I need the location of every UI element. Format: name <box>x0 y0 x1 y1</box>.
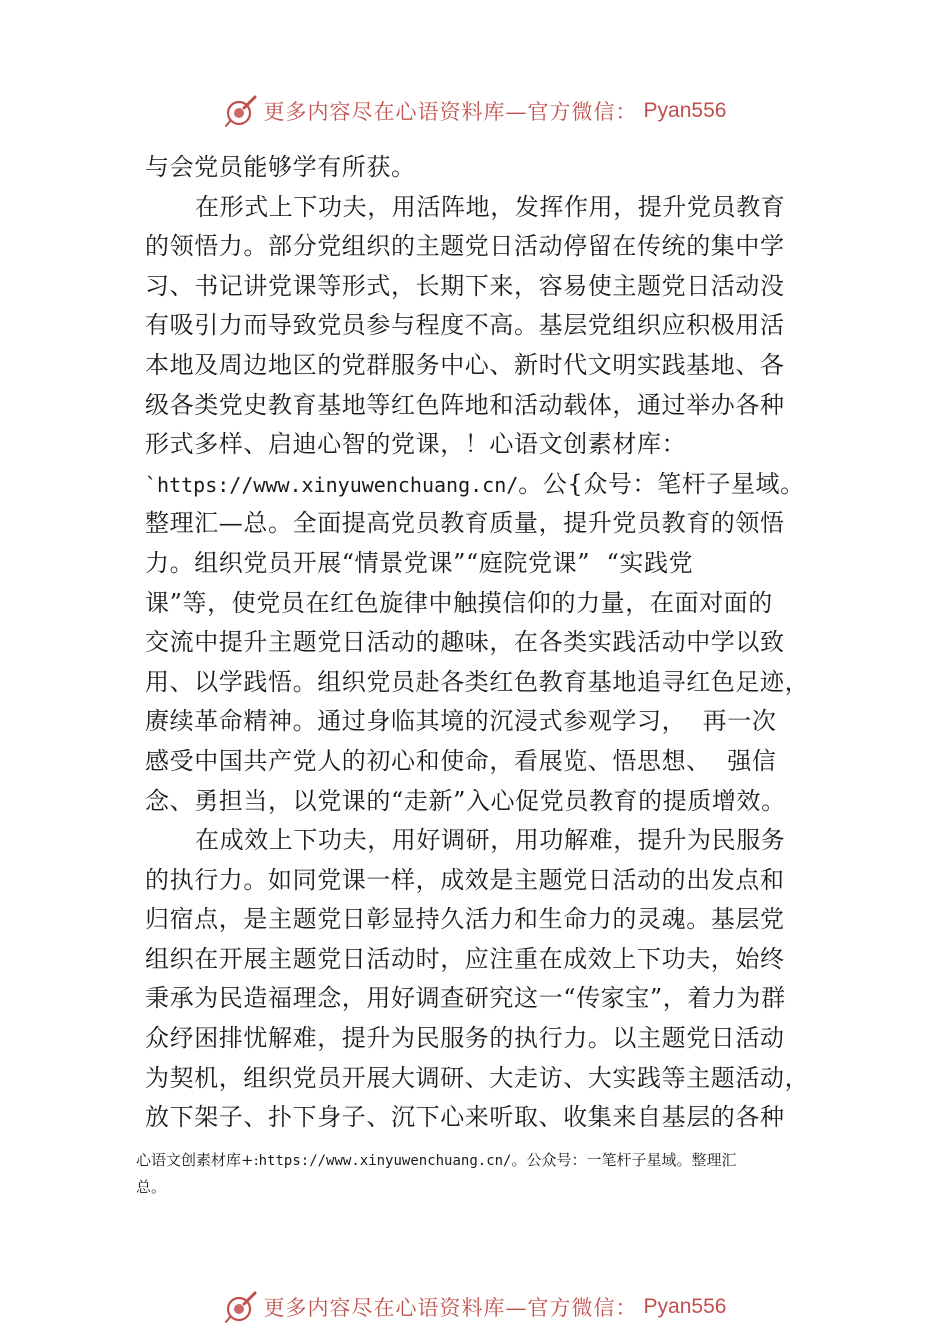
text-line: 众纾困排忧解难，提升为民服务的执行力。以主题党日活动 <box>145 1024 785 1053</box>
text-line: 的执行力。如同党课一样，成效是主题党日活动的出发点和 <box>145 865 785 894</box>
text-line: 级各类党史教育基地等红色阵地和活动载体，通过举办各种 <box>145 390 785 419</box>
text-line: 与会党员能够学有所获。 <box>145 153 416 181</box>
brush-logo-icon <box>224 1290 258 1324</box>
footer-line-2: 总。 <box>136 1178 167 1196</box>
text-line: 的领悟力。部分党组织的主题党日活动停留在传统的集中学 <box>145 232 785 261</box>
footer-suffix: 。公众号：一笔杆子星域。整理汇 <box>511 1151 737 1169</box>
text-line: 课”等，使党员在红色旋律中触摸信仰的力量，在面对面的 <box>145 588 773 617</box>
paragraph-start-line: 在成效上下功夫，用好调研，用功解难，提升为民服务 <box>195 826 786 855</box>
inline-url: `https://www.xinyuwenchuang.cn/ <box>145 472 519 497</box>
banner-text: 更多内容尽在心语资料库—官方微信： <box>263 100 638 124</box>
banner-wechat-handle: Pyan556 <box>643 1295 727 1318</box>
text-line: 有吸引力而导致党员参与程度不高。基层党组织应积极用活 <box>145 311 785 340</box>
footer-url: https://www.xinyuwenchuang.cn/ <box>258 1153 512 1169</box>
text-line-with-url <box>145 465 835 505</box>
footer-line <box>136 1147 836 1174</box>
banner-text: 更多内容尽在心语资料库—官方微信： <box>263 1296 638 1320</box>
text-line: 本地及周边地区的党群服务中心、新时代文明实践基地、各 <box>145 350 785 379</box>
header-banner <box>0 94 950 128</box>
footer-prefix: 心语文创素材库+: <box>136 1151 259 1169</box>
text-line: 用、以学践悟。组织党员赴各类红色教育基地追寻红色足迹， <box>145 667 810 696</box>
text-line: 归宿点，是主题党日彰显持久活力和生命力的灵魂。基层党 <box>145 905 785 934</box>
text-line: 力。组织党员开展“情景党课”“庭院党课” “实践党 <box>145 548 694 577</box>
text-line: 秉承为民造福理念，用好调查研究这一“传家宝”，着力为群 <box>145 984 786 1013</box>
document-body <box>145 148 835 1138</box>
page-footer-note <box>136 1147 836 1200</box>
text-line: 交流中提升主题党日活动的趣味，在各类实践活动中学以致 <box>145 628 785 657</box>
text-line: 赓续革命精神。通过身临其境的沉浸式参观学习， 再一次 <box>145 707 777 736</box>
text-line: 习、书记讲党课等形式，长期下来，容易使主题党日活动没 <box>145 271 785 300</box>
text-line: 为契机，组织党员开展大调研、大走访、大实践等主题活动， <box>145 1063 810 1092</box>
banner-wechat-handle: Pyan556 <box>643 99 727 122</box>
brush-logo-icon <box>224 94 258 128</box>
text-line: 组织在开展主题党日活动时，应注重在成效上下功夫，始终 <box>145 944 785 973</box>
text-line: 感受中国共产党人的初心和使命，看展览、悟思想、 强信 <box>145 746 777 775</box>
text-line: 整理汇—总。全面提高党员教育质量，提升党员教育的领悟 <box>145 509 785 538</box>
paragraph-start-line: 在形式上下功夫，用活阵地，发挥作用，提升党员教育 <box>195 192 786 221</box>
footer-banner <box>0 1290 950 1324</box>
text-line: 放下架子、扑下身子、沉下心来听取、收集来自基层的各种 <box>145 1103 785 1132</box>
inline-text: 。公{众号：笔杆子星域。 <box>518 469 805 498</box>
text-line: 形式多样、启迪心智的党课，！心语文创素材库： <box>145 430 687 459</box>
text-line: 念、勇担当，以党课的“走新”入心促党员教育的提质增效。 <box>145 786 786 815</box>
